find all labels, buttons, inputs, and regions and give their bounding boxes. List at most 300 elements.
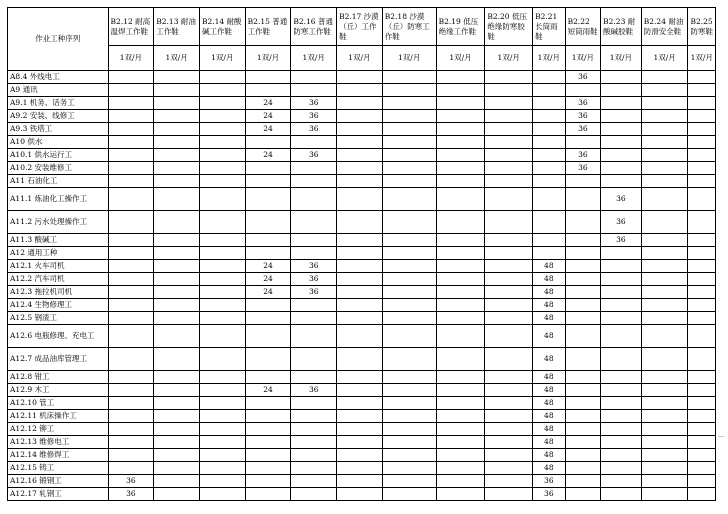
column-header: B2.12 耐高温焊工作鞋 <box>108 8 154 46</box>
value-cell: 48 <box>533 384 566 397</box>
value-cell <box>565 475 601 488</box>
column-header: B2.15 普通工作鞋 <box>245 8 291 46</box>
value-cell <box>154 371 200 384</box>
value-cell <box>337 462 383 475</box>
value-cell <box>382 397 436 410</box>
value-cell <box>436 325 485 348</box>
column-unit: 1双/月 <box>337 46 383 71</box>
value-cell: 36 <box>291 273 337 286</box>
value-cell: 48 <box>533 325 566 348</box>
value-cell <box>565 325 601 348</box>
value-cell <box>245 247 291 260</box>
value-cell <box>485 71 533 84</box>
value-cell <box>199 188 245 211</box>
value-cell <box>291 325 337 348</box>
value-cell <box>154 273 200 286</box>
value-cell <box>291 488 337 501</box>
value-cell <box>154 136 200 149</box>
value-cell <box>154 71 200 84</box>
value-cell: 36 <box>291 384 337 397</box>
value-cell <box>601 260 642 273</box>
value-cell <box>688 110 716 123</box>
column-header: B2.17 沙漠（丘）工作鞋 <box>337 8 383 46</box>
value-cell <box>154 325 200 348</box>
value-cell <box>688 325 716 348</box>
value-cell <box>382 188 436 211</box>
column-header: B2.20 低压绝缘防寒胶鞋 <box>485 8 533 46</box>
value-cell: 36 <box>565 149 601 162</box>
value-cell <box>533 110 566 123</box>
value-cell <box>436 488 485 501</box>
value-cell <box>199 410 245 423</box>
value-cell <box>601 449 642 462</box>
value-cell <box>688 273 716 286</box>
value-cell <box>337 136 383 149</box>
value-cell <box>436 423 485 436</box>
value-cell: 48 <box>533 312 566 325</box>
value-cell <box>382 123 436 136</box>
value-cell <box>291 462 337 475</box>
value-cell <box>199 162 245 175</box>
value-cell <box>485 325 533 348</box>
value-cell <box>382 423 436 436</box>
value-cell <box>337 286 383 299</box>
value-cell <box>485 475 533 488</box>
value-cell <box>108 188 154 211</box>
value-cell <box>688 371 716 384</box>
column-unit: 1双/月 <box>688 46 716 71</box>
value-cell <box>154 188 200 211</box>
value-cell <box>291 175 337 188</box>
value-cell <box>688 175 716 188</box>
value-cell <box>641 234 688 247</box>
value-cell <box>533 97 566 110</box>
value-cell <box>382 286 436 299</box>
value-cell <box>485 97 533 110</box>
value-cell: 36 <box>291 97 337 110</box>
value-cell <box>436 84 485 97</box>
value-cell <box>565 136 601 149</box>
value-cell <box>199 234 245 247</box>
value-cell <box>641 384 688 397</box>
value-cell <box>245 397 291 410</box>
value-cell: 36 <box>533 488 566 501</box>
value-cell <box>337 149 383 162</box>
value-cell <box>382 299 436 312</box>
job-cell: A11.2 污水处理操作工 <box>8 211 109 234</box>
value-cell <box>565 247 601 260</box>
value-cell <box>641 247 688 260</box>
value-cell <box>291 71 337 84</box>
value-cell <box>337 312 383 325</box>
value-cell <box>641 410 688 423</box>
value-cell <box>601 71 642 84</box>
value-cell <box>601 162 642 175</box>
value-cell <box>688 71 716 84</box>
value-cell <box>485 397 533 410</box>
value-cell <box>199 299 245 312</box>
value-cell <box>199 462 245 475</box>
value-cell: 24 <box>245 273 291 286</box>
job-cell: A12.17 轧钢工 <box>8 488 109 501</box>
value-cell <box>199 84 245 97</box>
value-cell <box>601 299 642 312</box>
value-cell <box>565 488 601 501</box>
value-cell <box>565 175 601 188</box>
value-cell <box>154 286 200 299</box>
value-cell <box>108 449 154 462</box>
column-unit: 1双/月 <box>291 46 337 71</box>
value-cell: 24 <box>245 149 291 162</box>
value-cell <box>533 234 566 247</box>
table-row <box>8 136 716 149</box>
value-cell <box>485 211 533 234</box>
value-cell: 36 <box>291 286 337 299</box>
value-cell: 48 <box>533 423 566 436</box>
value-cell <box>688 348 716 371</box>
value-cell <box>291 162 337 175</box>
value-cell: 36 <box>601 211 642 234</box>
value-cell <box>108 410 154 423</box>
value-cell <box>291 188 337 211</box>
value-cell <box>199 273 245 286</box>
column-unit: 1双/月 <box>485 46 533 71</box>
value-cell <box>533 123 566 136</box>
value-cell <box>565 423 601 436</box>
value-cell <box>436 97 485 110</box>
value-cell <box>436 397 485 410</box>
value-cell <box>154 423 200 436</box>
column-unit: 1双/月 <box>382 46 436 71</box>
job-cell: A12.16 锻钢工 <box>8 475 109 488</box>
value-cell <box>337 71 383 84</box>
value-cell <box>565 260 601 273</box>
value-cell <box>337 384 383 397</box>
job-cell: A9 通讯 <box>8 84 109 97</box>
value-cell <box>485 312 533 325</box>
value-cell <box>565 84 601 97</box>
value-cell <box>436 136 485 149</box>
value-cell <box>688 149 716 162</box>
value-cell <box>108 211 154 234</box>
value-cell <box>154 247 200 260</box>
value-cell <box>108 162 154 175</box>
value-cell: 36 <box>291 123 337 136</box>
value-cell <box>382 348 436 371</box>
value-cell: 48 <box>533 260 566 273</box>
column-unit: 1双/月 <box>245 46 291 71</box>
value-cell <box>688 97 716 110</box>
value-cell <box>601 149 642 162</box>
value-cell <box>436 162 485 175</box>
value-cell: 36 <box>291 149 337 162</box>
value-cell <box>291 371 337 384</box>
job-cell: A11 石油化工 <box>8 175 109 188</box>
value-cell <box>154 110 200 123</box>
value-cell: 48 <box>533 371 566 384</box>
value-cell <box>533 211 566 234</box>
value-cell <box>199 371 245 384</box>
table-row <box>8 162 716 175</box>
job-cell: A12.1 火车司机 <box>8 260 109 273</box>
value-cell <box>108 325 154 348</box>
value-cell <box>641 136 688 149</box>
value-cell: 48 <box>533 348 566 371</box>
value-cell <box>485 488 533 501</box>
value-cell <box>337 348 383 371</box>
value-cell <box>337 299 383 312</box>
job-cell: A12.8 钳工 <box>8 371 109 384</box>
value-cell <box>601 410 642 423</box>
value-cell <box>485 449 533 462</box>
value-cell <box>601 97 642 110</box>
value-cell <box>382 475 436 488</box>
value-cell <box>337 260 383 273</box>
value-cell <box>199 449 245 462</box>
column-header: B2.25 防寒鞋 <box>688 8 716 46</box>
column-header: B2.16 普通防寒工作鞋 <box>291 8 337 46</box>
table-header <box>8 8 716 71</box>
value-cell <box>485 162 533 175</box>
value-cell <box>641 436 688 449</box>
value-cell <box>154 475 200 488</box>
continuation-ellipsis: … <box>718 432 724 439</box>
value-cell <box>245 175 291 188</box>
value-cell <box>245 188 291 211</box>
job-cell: A12.5 钢渣工 <box>8 312 109 325</box>
value-cell <box>688 410 716 423</box>
value-cell <box>154 211 200 234</box>
value-cell <box>485 436 533 449</box>
value-cell: 36 <box>291 260 337 273</box>
column-header: B2.21 长筒雨鞋 <box>533 8 566 46</box>
value-cell <box>108 348 154 371</box>
column-unit: 1双/月 <box>565 46 601 71</box>
value-cell <box>641 299 688 312</box>
value-cell <box>154 384 200 397</box>
value-cell <box>199 247 245 260</box>
value-cell <box>337 273 383 286</box>
value-cell <box>436 462 485 475</box>
value-cell <box>154 175 200 188</box>
job-cell: A11.3 酸碱工 <box>8 234 109 247</box>
value-cell <box>245 136 291 149</box>
table-row <box>8 371 716 384</box>
table-row <box>8 488 716 501</box>
table-row <box>8 260 716 273</box>
value-cell <box>199 260 245 273</box>
column-unit: 1双/月 <box>154 46 200 71</box>
value-cell <box>533 175 566 188</box>
job-cell: A12.3 拖拉机司机 <box>8 286 109 299</box>
job-cell: A9.1 机务、话务工 <box>8 97 109 110</box>
value-cell <box>688 162 716 175</box>
column-unit: 1双/月 <box>641 46 688 71</box>
value-cell: 36 <box>601 234 642 247</box>
value-cell <box>485 110 533 123</box>
table-row <box>8 299 716 312</box>
value-cell <box>291 397 337 410</box>
table-row <box>8 211 716 234</box>
value-cell <box>565 286 601 299</box>
value-cell: 48 <box>533 397 566 410</box>
job-cell: A10.1 供水运行工 <box>8 149 109 162</box>
value-cell <box>688 436 716 449</box>
value-cell <box>436 449 485 462</box>
value-cell <box>641 286 688 299</box>
value-cell <box>382 273 436 286</box>
value-cell <box>108 136 154 149</box>
value-cell <box>154 97 200 110</box>
table-row <box>8 449 716 462</box>
value-cell <box>154 162 200 175</box>
column-unit: 1双/月 <box>436 46 485 71</box>
table-row <box>8 475 716 488</box>
value-cell <box>688 84 716 97</box>
job-cell: A9.3 铁塔工 <box>8 123 109 136</box>
value-cell <box>337 397 383 410</box>
value-cell <box>154 84 200 97</box>
value-cell <box>601 436 642 449</box>
value-cell <box>154 397 200 410</box>
value-cell <box>641 175 688 188</box>
value-cell <box>108 247 154 260</box>
column-header: B2.14 耐酸碱工作鞋 <box>199 8 245 46</box>
value-cell: 48 <box>533 299 566 312</box>
value-cell <box>291 247 337 260</box>
value-cell <box>337 123 383 136</box>
value-cell <box>601 462 642 475</box>
value-cell <box>199 384 245 397</box>
value-cell <box>688 423 716 436</box>
value-cell <box>641 371 688 384</box>
value-cell <box>108 273 154 286</box>
job-cell: A12.15 铸工 <box>8 462 109 475</box>
value-cell <box>245 436 291 449</box>
value-cell <box>485 188 533 211</box>
value-cell <box>601 286 642 299</box>
value-cell <box>108 286 154 299</box>
value-cell <box>199 348 245 371</box>
value-cell <box>245 410 291 423</box>
value-cell <box>565 188 601 211</box>
value-cell <box>485 371 533 384</box>
value-cell <box>154 436 200 449</box>
ppe-allocation-table <box>7 7 716 501</box>
value-cell: 48 <box>533 462 566 475</box>
value-cell <box>688 449 716 462</box>
value-cell <box>533 149 566 162</box>
table-row <box>8 410 716 423</box>
value-cell <box>565 449 601 462</box>
table-row <box>8 325 716 348</box>
value-cell <box>108 97 154 110</box>
value-cell <box>688 188 716 211</box>
value-cell: 36 <box>565 97 601 110</box>
value-cell <box>337 162 383 175</box>
job-column-header: 作业工种序列 <box>8 8 109 71</box>
value-cell <box>485 136 533 149</box>
value-cell <box>565 384 601 397</box>
value-cell: 48 <box>533 436 566 449</box>
value-cell <box>436 475 485 488</box>
value-cell <box>533 136 566 149</box>
value-cell <box>485 423 533 436</box>
value-cell <box>108 175 154 188</box>
value-cell <box>485 149 533 162</box>
value-cell <box>382 97 436 110</box>
value-cell <box>688 397 716 410</box>
value-cell <box>382 312 436 325</box>
value-cell <box>154 234 200 247</box>
value-cell <box>382 410 436 423</box>
value-cell: 36 <box>291 110 337 123</box>
value-cell <box>291 475 337 488</box>
value-cell <box>688 123 716 136</box>
value-cell <box>565 299 601 312</box>
value-cell <box>337 175 383 188</box>
job-cell: A11.1 炼油化工操作工 <box>8 188 109 211</box>
value-cell <box>337 436 383 449</box>
value-cell <box>641 71 688 84</box>
value-cell <box>199 286 245 299</box>
value-cell <box>337 325 383 348</box>
value-cell <box>601 384 642 397</box>
value-cell <box>436 273 485 286</box>
table-body <box>8 71 716 501</box>
table-row <box>8 436 716 449</box>
column-header: B2.18 沙漠（丘）防寒工作鞋 <box>382 8 436 46</box>
value-cell: 24 <box>245 123 291 136</box>
value-cell <box>108 384 154 397</box>
value-cell <box>688 475 716 488</box>
value-cell <box>382 449 436 462</box>
table-row <box>8 423 716 436</box>
value-cell: 24 <box>245 97 291 110</box>
value-cell: 24 <box>245 260 291 273</box>
value-cell: 48 <box>533 273 566 286</box>
value-cell <box>337 247 383 260</box>
value-cell <box>154 462 200 475</box>
value-cell <box>565 462 601 475</box>
value-cell <box>108 234 154 247</box>
value-cell <box>199 312 245 325</box>
value-cell <box>154 488 200 501</box>
value-cell <box>533 247 566 260</box>
value-cell <box>436 71 485 84</box>
value-cell <box>291 136 337 149</box>
job-cell: A12.7 成品油库管理工 <box>8 348 109 371</box>
table-row <box>8 273 716 286</box>
table-row <box>8 84 716 97</box>
value-cell <box>199 423 245 436</box>
job-cell: A12.6 电瓶修理、充电工 <box>8 325 109 348</box>
job-cell: A12.4 生物修理工 <box>8 299 109 312</box>
value-cell <box>108 423 154 436</box>
table-row <box>8 123 716 136</box>
value-cell <box>337 410 383 423</box>
table-row <box>8 71 716 84</box>
value-cell <box>601 348 642 371</box>
job-cell: A10.2 安装维修工 <box>8 162 109 175</box>
value-cell <box>108 260 154 273</box>
value-cell <box>436 234 485 247</box>
value-cell <box>436 384 485 397</box>
value-cell <box>688 384 716 397</box>
value-cell: 48 <box>533 410 566 423</box>
value-cell <box>485 299 533 312</box>
table-row <box>8 397 716 410</box>
